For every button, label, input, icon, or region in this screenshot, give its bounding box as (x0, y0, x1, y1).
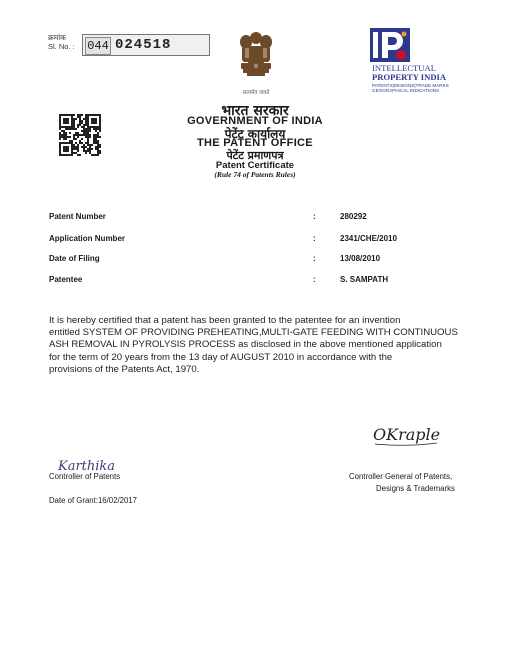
detail-colon: : (313, 275, 316, 284)
government-heading: GOVERNMENT OF INDIA (187, 115, 323, 127)
application-number-value: 2341/CHE/2010 (340, 234, 397, 243)
ip-india-subtitle (372, 83, 502, 93)
paragraph-line: provisions of the Patents Act, 1970. (49, 363, 200, 375)
hindi-government-heading: भारत सरकार (221, 103, 289, 119)
ip-india-sub-line1: PATENTS|DESIGNS|TRADE MARKS (372, 83, 449, 88)
rule-reference: (Rule 74 of Patents Rules) (214, 170, 296, 179)
serial-label-english: Sl. No. : (48, 42, 75, 51)
filing-date-value: 13/08/2010 (340, 254, 381, 263)
ip-india-name (372, 64, 502, 82)
hindi-certificate-heading: पेटेंट प्रमाणपत्र (226, 149, 284, 162)
application-number-label: Application Number (49, 234, 126, 243)
serial-label (48, 33, 84, 51)
patent-number-label: Patent Number (49, 212, 106, 221)
ip-india-sub-line2: GEOGRAPHICAL INDICATIONS (372, 88, 440, 94)
grant-date: Date of Grant:16/02/2017 (49, 496, 137, 505)
ip-india-logo-icon (370, 28, 410, 62)
serial-prefix: 044 (85, 37, 111, 55)
ip-india-name-line2: PROPERTY INDIA (372, 72, 447, 82)
controller-general-title: Controller General of Patents, (349, 472, 453, 481)
patent-number-value: 280292 (340, 212, 367, 221)
controller-signature-text: Karthika (58, 459, 116, 474)
emblem-caption: सत्यमेव जयते (242, 90, 270, 96)
national-emblem-icon (233, 28, 279, 88)
detail-colon: : (313, 254, 316, 263)
paragraph-line: entitled SYSTEM OF PROVIDING PREHEATING,MULTI-GATE FEEDING WITH CONTINUOUS (49, 327, 458, 339)
office-heading: THE PATENT OFFICE (197, 137, 313, 149)
patentee-value: S. SAMPATH (340, 275, 389, 284)
hindi-office-heading: पेटेंट कार्यालय (224, 127, 286, 141)
ip-india-name-line1: INTELLECTUAL (372, 63, 436, 73)
detail-colon: : (313, 234, 316, 243)
paragraph-line: for the term of 20 years from the 13 day of AUGUST 2010 in accordance with the (49, 351, 393, 363)
controller-title: Controller of Patents (49, 472, 121, 481)
serial-number: 024518 (115, 37, 172, 53)
certificate-heading: Patent Certificate (215, 160, 295, 171)
filing-date-label: Date of Filing (49, 254, 100, 263)
paragraph-line: It is hereby certified that a patent has been granted to the patentee for an invention (49, 315, 401, 326)
serial-label-hindi: क्रमांक (48, 33, 66, 42)
patentee-label: Patentee (49, 275, 83, 284)
detail-colon: : (313, 212, 316, 221)
certification-paragraph (49, 315, 469, 376)
controller-general-subtitle: Designs & Trademarks (376, 484, 455, 493)
paragraph-line: ASH REMOVAL IN PYROLYSIS PROCESS as disclosed in the above mentioned application (49, 339, 442, 351)
controller-general-signature-text: OKraple (373, 425, 441, 444)
serial-box (82, 34, 210, 56)
controller-general-signature (371, 420, 441, 448)
